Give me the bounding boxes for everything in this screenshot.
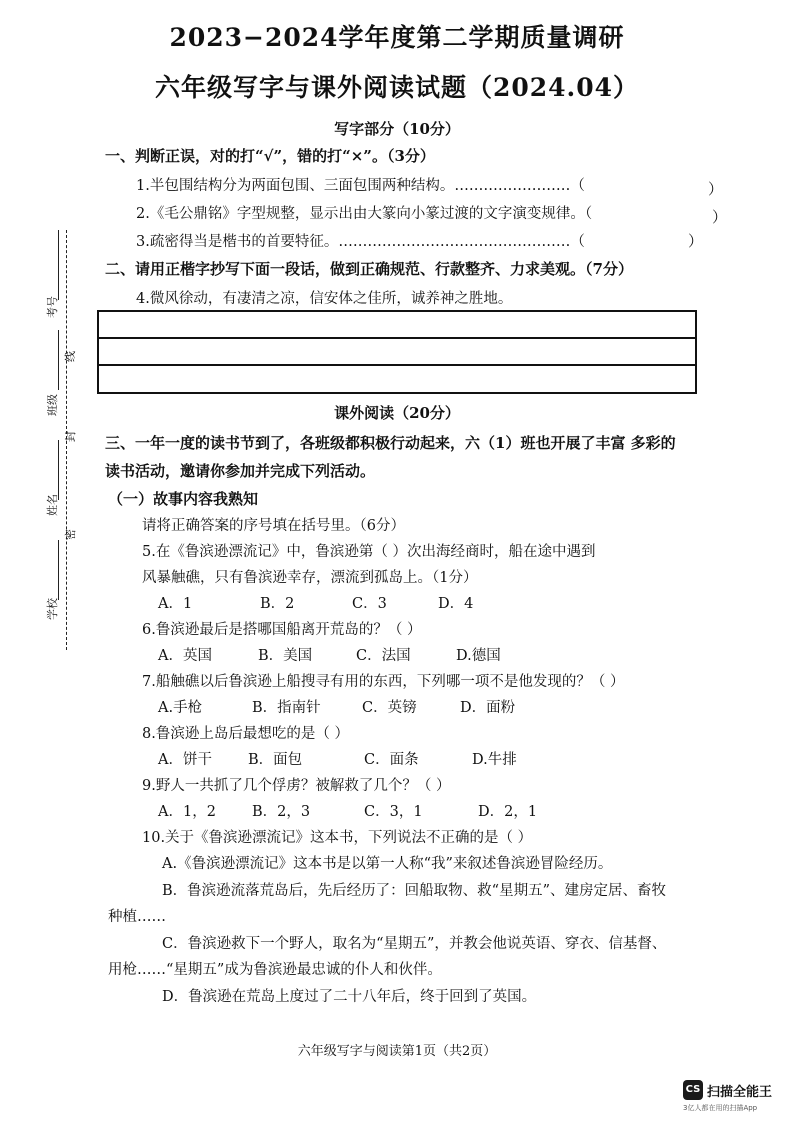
exam-title-line1: 2023−2024学年度第二学期质量调研	[169, 23, 625, 52]
page-footer: 六年级写字与阅读第1页（共2页）	[297, 1044, 497, 1059]
q5-option-c: C．3	[352, 596, 387, 612]
q2-answer-paren: ）	[712, 208, 728, 226]
q3-text: 3.疏密得当是楷书的首要特征。…………………………………………（	[136, 234, 585, 250]
exam-title-line2: 六年级写字与课外阅读试题（2024.04）	[154, 73, 640, 102]
instruction-text: 请将正确答案的序号填在括号里。（6分）	[142, 518, 405, 534]
q9-option-c: C．3，1	[364, 804, 423, 820]
part3-intro-line2: 读书活动，邀请你参加并完成下列活动。	[105, 462, 376, 480]
writing-section-title: 写字部分（10分）	[334, 120, 460, 138]
q1-answer-paren: ）	[708, 180, 724, 198]
q8-option-d: D.牛排	[472, 752, 517, 768]
name-fill-line	[58, 440, 59, 500]
q7-option-a: A.手枪	[158, 700, 203, 716]
class-label: 班级	[46, 394, 59, 416]
q7-text: 7.船触礁以后鲁滨逊上船搜寻有用的东西，下列哪一项不是他发现的？（ ）	[142, 674, 625, 690]
q10-option-a: A.《鲁滨逊漂流记》这本书是以第一人称“我”来叙述鲁滨逊冒险经历。	[162, 856, 613, 872]
exam-number-label: 考号	[46, 296, 59, 318]
scanner-logo-icon: CS	[683, 1080, 703, 1100]
part3-intro-line1: 三、一年一度的读书节到了，各班级都积极行动起来，六（1）班也开展了丰富 多彩的	[105, 434, 676, 452]
q9-option-b: B．2，3	[252, 804, 311, 820]
school-label: 学校	[46, 598, 59, 620]
q9-text: 9.野人一共抓了几个俘虏？被解救了几个？（ ）	[142, 778, 451, 794]
q6-option-d: D.德国	[456, 648, 501, 664]
q7-option-c: C．英镑	[362, 700, 417, 716]
q6-option-a: A．英国	[158, 648, 212, 664]
handwriting-row[interactable]	[99, 339, 695, 366]
q10-text: 10.关于《鲁滨逊漂流记》这本书，下列说法不正确的是（ ）	[142, 830, 533, 846]
q8-text: 8.鲁滨逊上岛后最想吃的是（ ）	[142, 726, 349, 742]
handwriting-row[interactable]	[99, 312, 695, 339]
q10-option-b-line2: 种植……	[108, 909, 166, 925]
seal-char-line: 线	[64, 351, 77, 362]
part2-heading: 二、请用正楷字抄写下面一段话，做到正确规范、行款整齐、力求美观。（7分）	[105, 260, 633, 278]
q1-text: 1.半包围结构分为两面包围、三面包围两种结构。……………………（	[136, 178, 585, 194]
scanner-watermark	[683, 1080, 783, 1116]
name-label: 姓名	[46, 494, 59, 516]
reading-section-title: 课外阅读（20分）	[334, 404, 460, 422]
q10-option-c-line2: 用枪……“星期五”成为鲁滨逊最忠诚的仆人和伙伴。	[108, 962, 442, 978]
q10-option-c-line1: C．鲁滨逊救下一个野人，取名为“星期五”，并教会他说英语、穿衣、信基督、	[162, 936, 667, 952]
school-fill-line	[58, 540, 59, 600]
q5-option-b: B．2	[260, 596, 295, 612]
q10-option-b-line1: B．鲁滨逊流落荒岛后，先后经历了：回船取物、救“星期五”、建房定居、畜牧	[162, 883, 666, 899]
exam-number-fill-line	[58, 230, 59, 300]
q9-option-d: D．2，1	[478, 804, 538, 820]
q7-option-d: D．面粉	[460, 700, 516, 716]
sub1-heading: （一）故事内容我熟知	[108, 490, 259, 508]
handwriting-grid[interactable]	[97, 310, 697, 394]
q7-option-b: B．指南针	[252, 700, 321, 716]
seal-char-seal: 封	[64, 431, 77, 442]
q8-option-b: B．面包	[248, 752, 303, 768]
q5-option-d: D．4	[438, 596, 474, 612]
q5-text-line1: 5.在《鲁滨逊漂流记》中，鲁滨逊第（ ）次出海经商时，船在途中遇到	[142, 544, 596, 560]
q2-text: 2.《毛公鼎铭》字型规整，显示出由大篆向小篆过渡的文字演变规律。（	[136, 206, 593, 222]
q6-option-c: C．法国	[356, 648, 411, 664]
scanner-app-name: 扫描全能王	[707, 1085, 773, 1100]
q5-text-line2: 风暴触礁，只有鲁滨逊幸存，漂流到孤岛上。（1分）	[142, 570, 478, 586]
q3-answer-paren: ）	[688, 232, 704, 250]
seal-char-secret: 密	[64, 529, 77, 540]
q8-option-a: A．饼干	[158, 752, 212, 768]
q6-text: 6.鲁滨逊最后是搭哪国船离开荒岛的？（ ）	[142, 622, 422, 638]
scanner-app-tagline: 3亿人都在用的扫描App	[683, 1104, 758, 1112]
part1-heading: 一、判断正误，对的打“√”，错的打“×”。（3分）	[105, 147, 435, 165]
class-fill-line	[58, 330, 59, 390]
q4-text: 4.微风徐动，有凄清之凉，信安体之佳所，诚养神之胜地。	[136, 291, 513, 307]
handwriting-row[interactable]	[99, 366, 695, 393]
q5-option-a: A．1	[158, 596, 193, 612]
q10-option-d: D．鲁滨逊在荒岛上度过了二十八年后，终于回到了英国。	[162, 989, 537, 1005]
q6-option-b: B．美国	[258, 648, 313, 664]
q8-option-c: C．面条	[364, 752, 419, 768]
q9-option-a: A．1，2	[158, 804, 216, 820]
